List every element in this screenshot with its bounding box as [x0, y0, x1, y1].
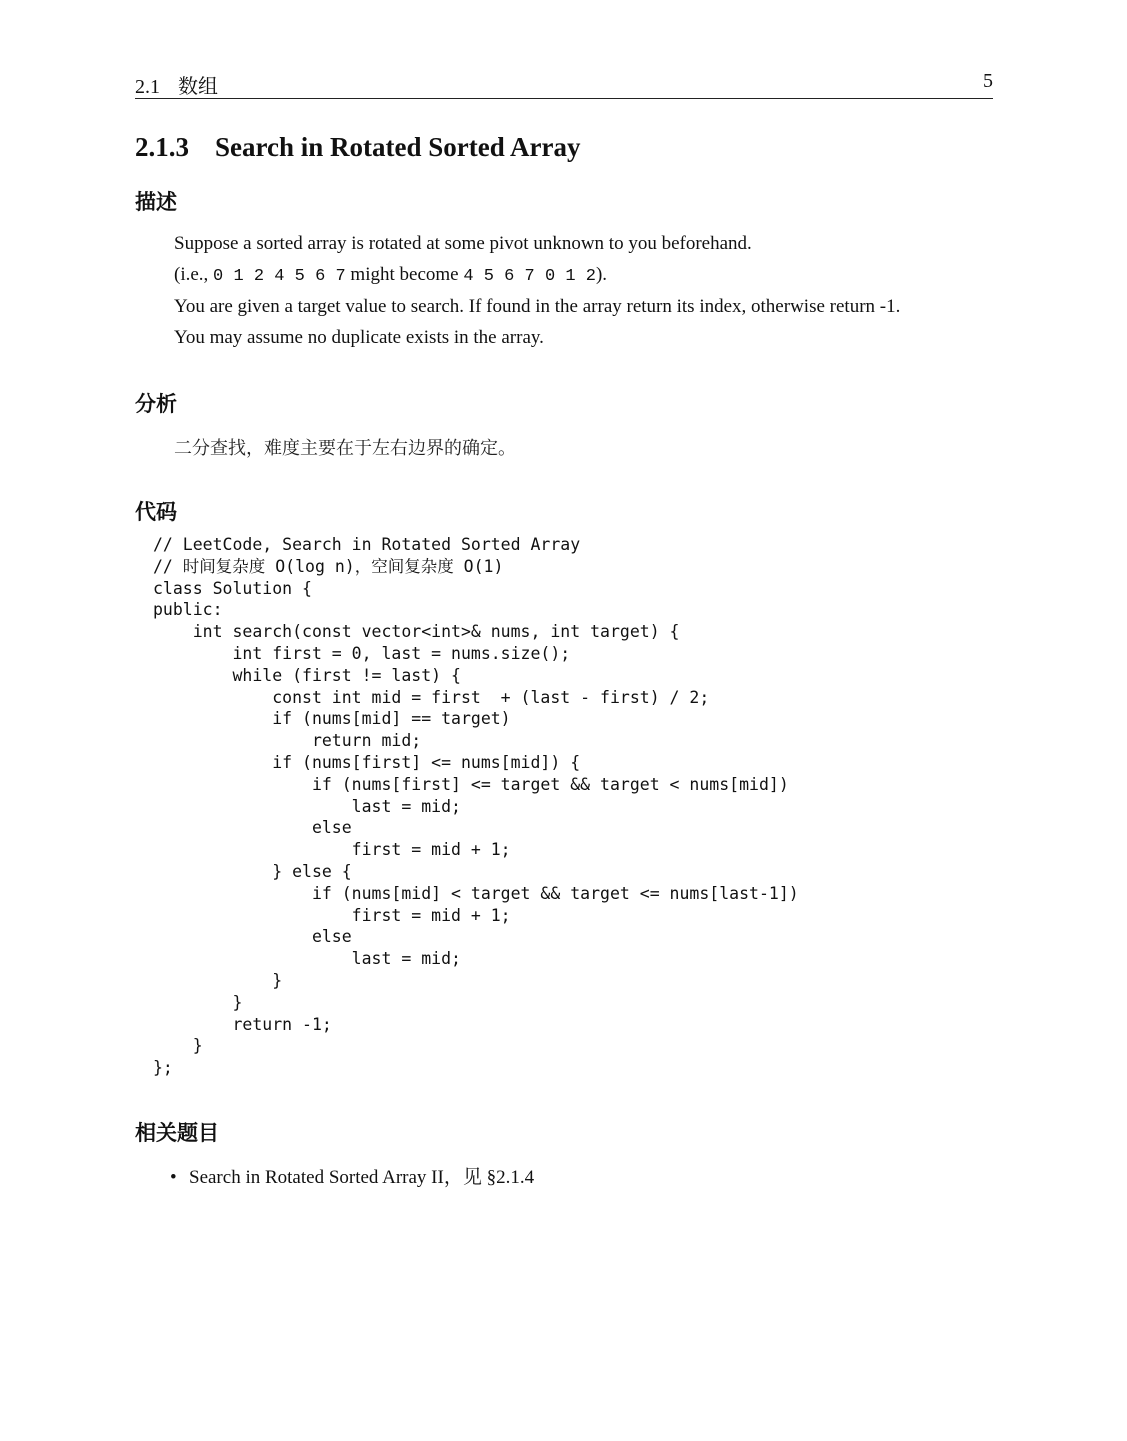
page-number: 5 [983, 70, 993, 92]
code-line: return mid; [153, 731, 422, 751]
code-line: int search(const vector<int>& nums, int target) { [153, 622, 680, 642]
analysis-text: 二分查找，难度主要在于左右边界的确定。 [174, 438, 516, 459]
code-line: first = mid + 1; [153, 840, 511, 860]
code-heading: 代码 [135, 500, 177, 524]
code-line: first = mid + 1; [153, 905, 511, 925]
code-line: } [153, 992, 243, 1012]
section-number: 2.1.3 [135, 132, 189, 162]
related-list [170, 1162, 534, 1189]
header-section-ref [135, 70, 218, 99]
code-line: return -1; [153, 1014, 332, 1034]
code-line: // 时间复杂度 O(log n)，空间复杂度 O(1) [153, 556, 504, 576]
analysis-heading: 分析 [135, 392, 177, 416]
code-line: else [153, 927, 352, 947]
code-line: } [153, 970, 283, 990]
code-line: class Solution { [153, 578, 312, 598]
code-line: last = mid; [153, 949, 461, 969]
header-section-number: 2.1 [135, 76, 160, 98]
code-line: if (nums[mid] == target) [153, 709, 511, 729]
code-line: if (nums[first] <= target && target < nums[mid]) [153, 774, 789, 794]
related-heading: 相关题目 [135, 1121, 219, 1145]
running-header [135, 68, 993, 99]
description-line-1: Suppose a sorted array is rotated at some pivot unknown to you beforehand. [174, 233, 752, 254]
description-example-before: 0 1 2 4 5 6 7 [213, 267, 346, 286]
code-line: else [153, 818, 352, 838]
code-line: }; [153, 1058, 173, 1078]
description-line-2-prefix: (i.e., [174, 264, 214, 285]
bullet-icon: • [170, 1167, 177, 1188]
description-line-2 [174, 264, 607, 286]
code-block [153, 534, 799, 1079]
code-line: const int mid = first + (last - first) / 2; [153, 687, 710, 707]
code-line: } else { [153, 861, 352, 881]
description-line-3: You are given a target value to search. If found in the array return its index, otherwise return -1. [174, 296, 901, 317]
section-heading [135, 132, 580, 163]
description-line-2-middle: might become [345, 264, 464, 285]
header-section-title: 数组 [178, 76, 218, 98]
related-item-text: Search in Rotated Sorted Array II，见 §2.1.4 [189, 1167, 535, 1188]
code-line: if (nums[first] <= nums[mid]) { [153, 752, 581, 772]
code-line: public: [153, 600, 223, 620]
list-item [170, 1162, 534, 1189]
code-line: int first = 0, last = nums.size(); [153, 643, 571, 663]
description-line-4: You may assume no duplicate exists in the array. [174, 327, 544, 348]
code-line: while (first != last) { [153, 665, 461, 685]
description-heading: 描述 [135, 190, 177, 214]
section-title: Search in Rotated Sorted Array [215, 132, 581, 162]
description-line-2-suffix: ). [595, 264, 608, 285]
code-line: // LeetCode, Search in Rotated Sorted Array [153, 535, 581, 554]
code-line: if (nums[mid] < target && target <= nums[last-1]) [153, 883, 799, 903]
code-line: } [153, 1036, 203, 1056]
code-line: last = mid; [153, 796, 461, 816]
description-example-after: 4 5 6 7 0 1 2 [463, 267, 596, 286]
